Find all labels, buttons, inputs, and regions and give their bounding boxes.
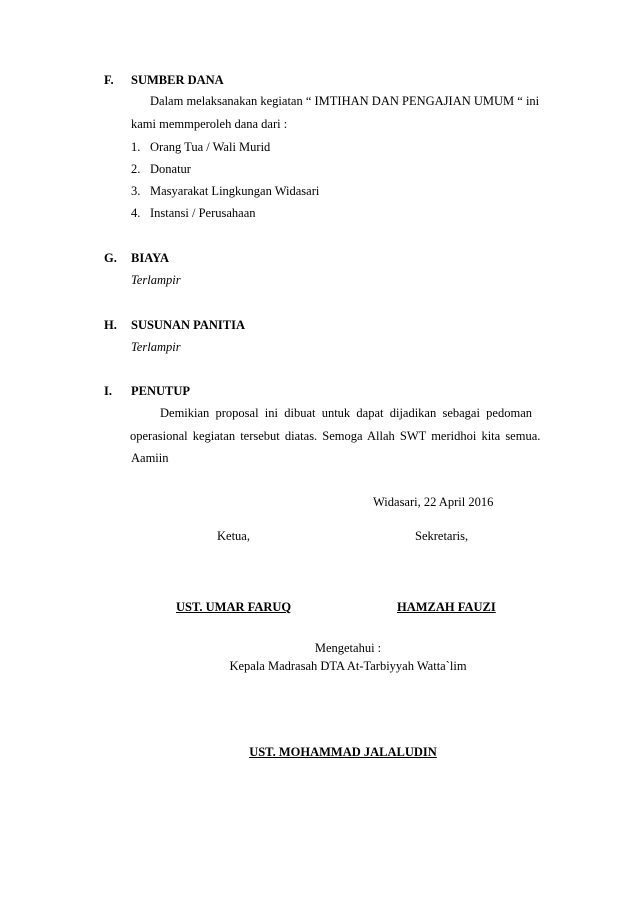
section-f-intro-line2: kami memmperoleh dana dari :	[131, 117, 288, 131]
chair-role: Ketua,	[217, 529, 250, 543]
funding-item-number: 3.	[131, 184, 141, 198]
section-g-body: Terlampir	[131, 273, 181, 287]
chair-name: UST. UMAR FARUQ	[176, 600, 292, 614]
funding-item-text: Orang Tua / Wali Murid	[150, 140, 271, 154]
secretary-role: Sekretaris,	[415, 529, 469, 543]
section-i-line3: Aamiin	[131, 451, 169, 465]
section-i-line1: Demikian proposal ini dibuat untuk dapat dijadikan sebagai pedoman	[160, 406, 532, 420]
section-i-letter: I.	[104, 384, 112, 398]
section-h-title: SUSUNAN PANITIA	[131, 318, 246, 332]
section-f-title: SUMBER DANA	[131, 73, 224, 87]
secretary-name: HAMZAH FAUZI	[397, 600, 496, 614]
head-name: UST. MOHAMMAD JALALUDIN	[249, 745, 437, 759]
section-i-title: PENUTUP	[131, 384, 191, 398]
funding-item-number: 4.	[131, 206, 141, 220]
section-f-letter: F.	[104, 73, 114, 87]
funding-item-number: 2.	[131, 162, 141, 176]
section-i-line2: operasional kegiatan tersebut diatas. Semoga Allah SWT meridhoi kita semua.	[130, 429, 541, 443]
acknowledged-label: Mengetahui :	[314, 641, 382, 655]
funding-item-text: Masyarakat Lingkungan Widasari	[150, 184, 320, 198]
funding-item-text: Donatur	[150, 162, 191, 176]
funding-item-text: Instansi / Perusahaan	[150, 206, 256, 220]
section-h-letter: H.	[104, 318, 117, 332]
section-f-intro-line1: Dalam melaksanakan kegiatan “ IMTIHAN DAN PENGAJIAN UMUM “ ini	[150, 94, 540, 108]
section-h-body: Terlampir	[131, 340, 181, 354]
funding-item-number: 1.	[131, 140, 141, 154]
place-date: Widasari, 22 April 2016	[373, 495, 494, 509]
section-g-title: BIAYA	[131, 251, 169, 265]
head-title: Kepala Madrasah DTA At-Tarbiyyah Watta`lim	[229, 659, 467, 673]
section-g-letter: G.	[104, 251, 117, 265]
